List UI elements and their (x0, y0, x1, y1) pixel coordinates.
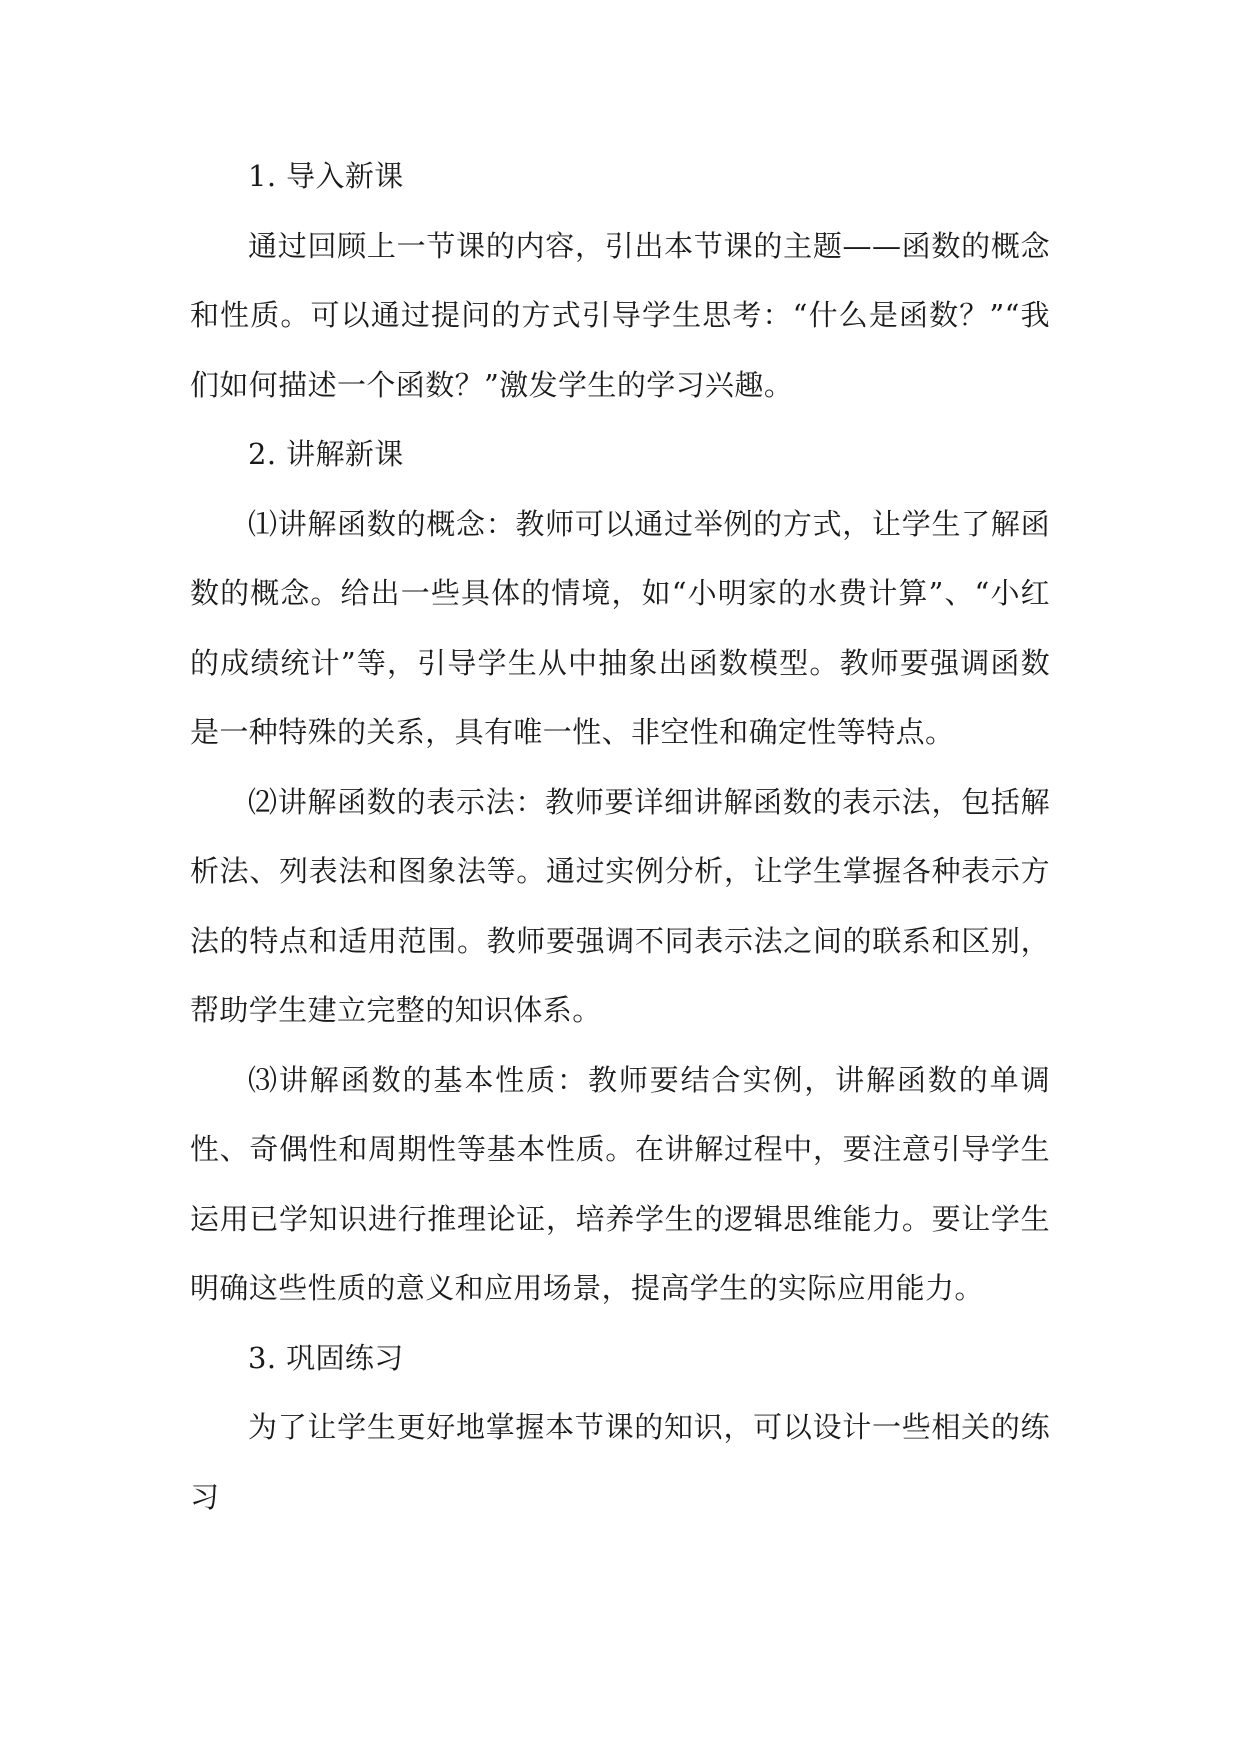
paragraph-function-representation: ⑵讲解函数的表示法：教师要详细讲解函数的表示法，包括解析法、列表法和图象法等。通过实例分析，让学生掌握各种表示方法的特点和适用范围。教师要强调不同表示法之间的联系和区别，帮助学生建立完整的知识体系。 (190, 784, 1050, 1027)
paragraph-intro: 通过回顾上一节课的内容，引出本节课的主题——函数的概念和性质。可以通过提问的方式引导学生思考：“什么是函数？”“我们如何描述一个函数？”激发学生的学习兴趣。 (190, 228, 1050, 402)
paragraph-practice: 为了让学生更好地掌握本节课的知识，可以设计一些相关的练习 (190, 1410, 1050, 1514)
paragraph-function-properties: ⑶讲解函数的基本性质：教师要结合实例，讲解函数的单调性、奇偶性和周期性等基本性质。在讲解过程中，要注意引导学生运用已学知识进行推理论证，培养学生的逻辑思维能力。要让学生明确这些性质的意义和应用场景，提高学生的实际应用能力。 (190, 1062, 1050, 1305)
section-heading-2: 2. 讲解新课 (248, 437, 404, 471)
paragraph-function-concept: ⑴讲解函数的概念：教师可以通过举例的方式，让学生了解函数的概念。给出一些具体的情境，如“小明家的水费计算”、“小红的成绩统计”等，引导学生从中抽象出函数模型。教师要强调函数是一种特殊的关系，具有唯一性、非空性和确定性等特点。 (190, 506, 1050, 749)
section-heading-1: 1. 导入新课 (248, 159, 404, 193)
section-heading-3: 3. 巩固练习 (248, 1340, 404, 1375)
document-body (190, 142, 1050, 1532)
